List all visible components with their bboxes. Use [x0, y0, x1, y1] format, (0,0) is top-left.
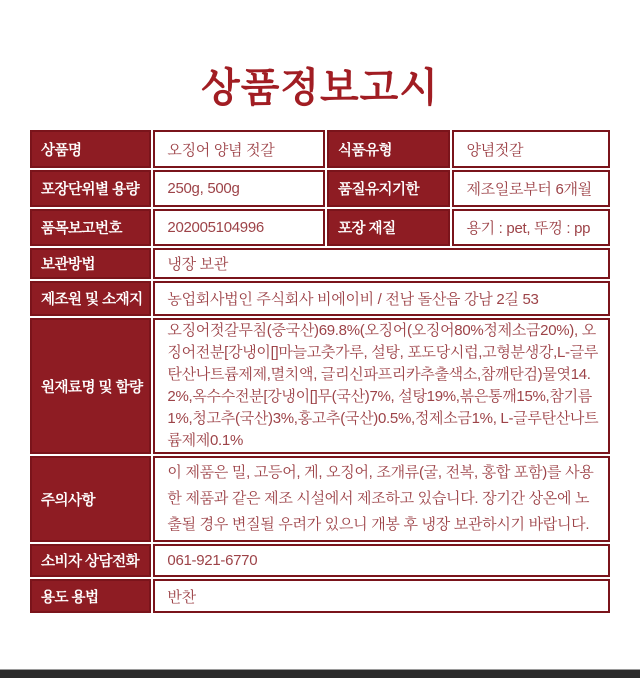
- table-row-ingredients: [30, 318, 610, 454]
- table-row-caution: [30, 456, 610, 542]
- table-row-customer-phone: [30, 544, 610, 577]
- row-value-product-name: 오징어 양념 젓갈: [153, 130, 325, 168]
- row-label-usage: 용도 용법: [30, 579, 151, 613]
- row-label-package-material: 포장 재질: [327, 209, 450, 246]
- table-row-storage: [30, 248, 610, 279]
- table-row-manufacturer: [30, 281, 610, 316]
- row-label-storage: 보관방법: [30, 248, 151, 279]
- page-title: 상품정보고시: [201, 66, 439, 110]
- row-value-food-type: 양념젓갈: [452, 130, 610, 168]
- row-value-package-size: 250g, 500g: [153, 170, 325, 207]
- row-label-shelf-life: 품질유지기한: [327, 170, 450, 207]
- row-label-ingredients: 원재료명 및 함량: [30, 318, 151, 454]
- row-label-report-number: 품목보고번호: [30, 209, 151, 246]
- row-label-manufacturer: 제조원 및 소재지: [30, 281, 151, 316]
- row-value-package-material: 용기 : pet, 뚜껑 : pp: [452, 209, 610, 246]
- table-row-report-number: [30, 209, 610, 246]
- row-value-manufacturer: 농업회사법인 주식회사 비에이비 / 전남 돌산읍 강남 2길 53: [153, 281, 610, 316]
- row-value-usage: 반찬: [153, 579, 610, 613]
- row-value-caution: 이 제품은 밀, 고등어, 게, 오징어, 조개류(굴, 전복, 홍합 포함)를 사용한 제품과 같은 제조 시설에서 제조하고 있습니다. 장기간 상온에 노출될 경우 변질될 우려가 있으니 개봉 후 냉장 보관하시기 바랍니다.: [153, 456, 610, 542]
- table-row-usage: [30, 579, 610, 613]
- row-value-report-number: 202005104996: [153, 209, 325, 246]
- row-label-food-type: 식품유형: [327, 130, 450, 168]
- table-row-package-size: [30, 170, 610, 207]
- row-label-caution: 주의사항: [30, 456, 151, 542]
- row-label-package-size: 포장단위별 용량: [30, 170, 151, 207]
- row-value-shelf-life: 제조일로부터 6개월: [452, 170, 610, 207]
- table-row-product-name: [30, 130, 610, 168]
- product-info-table: [28, 128, 612, 615]
- bottom-edge-bar: [0, 669, 640, 678]
- row-label-customer-phone: 소비자 상담전화: [30, 544, 151, 577]
- row-label-product-name: 상품명: [30, 130, 151, 168]
- row-value-customer-phone: 061-921-6770: [153, 544, 610, 577]
- row-value-storage: 냉장 보관: [153, 248, 610, 279]
- row-value-ingredients: 오징어젓갈무침(중국산)69.8%(오징어(오징어80%정제소금20%), 오징어전분[강냉이[]마늘고춧가루, 설탕, 포도당시럽,고형분생강,L-글루탄산나트륨제제,멸치액, 글리신파프리카추출색소,참깨탄검)물엿14.2%,옥수수전분[강냉이[]무(국산)7%, 설탕19%,볶은통깨15%,참기름1%,청고추(국산)3%,홍고추(국산)0.5%,정제소금1%, L-글루탄산나트륨제제0.1%: [153, 318, 610, 454]
